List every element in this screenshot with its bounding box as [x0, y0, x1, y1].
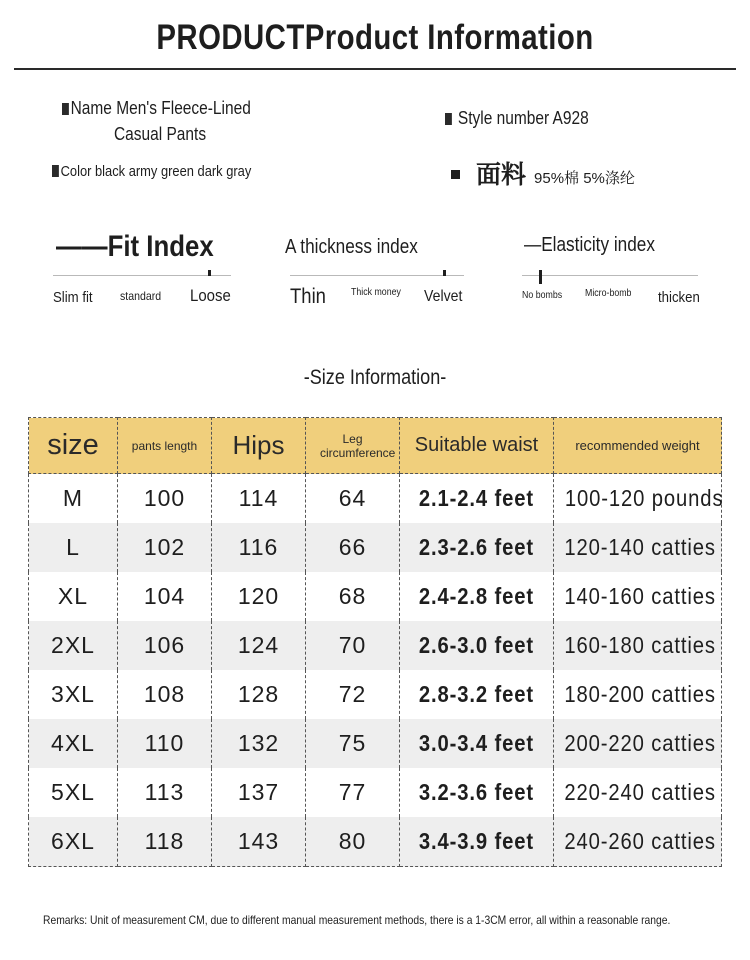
cell-leg-circumference: 80 [306, 817, 400, 867]
cell-leg-circumference: 68 [306, 572, 400, 621]
size-section-title: -Size Information- [303, 366, 447, 389]
cell-recommended-weight: 160-180 catties [554, 621, 722, 670]
bullet-square-icon [451, 170, 460, 179]
cell-hips: 128 [212, 670, 306, 719]
header-recommended-weight: recommended weight [554, 418, 722, 474]
elasticity-label-thicken: thicken [658, 289, 700, 306]
page-title: PRODUCTProduct Information [156, 18, 594, 57]
cell-hips: 143 [212, 817, 306, 867]
header-leg-circumference: Leg circumference [306, 418, 400, 474]
thickness-index-title: A thickness index [285, 236, 418, 258]
thickness-label-thick: Thick money [351, 287, 401, 298]
cell-size: L [29, 523, 118, 572]
cell-hips: 120 [212, 572, 306, 621]
product-name-line1: Name Men's Fleece-Lined [62, 98, 251, 119]
cell-leg-circumference: 72 [306, 670, 400, 719]
cell-recommended-weight: 240-260 catties [554, 817, 722, 867]
remarks-note: Remarks: Unit of measurement CM, due to different manual measurement methods, there is a 1-3CM error, all within a reasonable range. [43, 913, 671, 927]
table-row [29, 670, 722, 719]
fit-index-title: ——Fit Index [56, 230, 214, 263]
cell-pants-length: 106 [118, 621, 212, 670]
cell-suitable-waist: 2.6-3.0 feet [400, 621, 554, 670]
elasticity-index-marker [539, 270, 542, 284]
header-pants-length: pants length [118, 418, 212, 474]
cell-recommended-weight: 220-240 catties [554, 768, 722, 817]
elasticity-label-none: No bombs [522, 290, 563, 301]
missing-glyph-icon [52, 165, 59, 177]
cell-hips: 124 [212, 621, 306, 670]
cell-leg-circumference: 64 [306, 474, 400, 524]
fit-index-marker [208, 270, 211, 276]
cell-pants-length: 113 [118, 768, 212, 817]
fit-index-track [53, 275, 231, 276]
cell-recommended-weight: 140-160 catties [554, 572, 722, 621]
cell-hips: 137 [212, 768, 306, 817]
product-fabric [451, 155, 635, 191]
cell-size: XL [29, 572, 118, 621]
product-name-line2: Casual Pants [114, 124, 207, 144]
table-header-row [29, 418, 722, 474]
thickness-label-velvet: Velvet [424, 288, 463, 305]
cell-pants-length: 118 [118, 817, 212, 867]
table-row [29, 719, 722, 768]
size-table [28, 417, 722, 867]
elasticity-label-micro: Micro-bomb [585, 288, 632, 299]
thickness-index-track [290, 275, 464, 276]
cell-size: 2XL [29, 621, 118, 670]
cell-suitable-waist: 2.1-2.4 feet [400, 474, 554, 524]
table-row [29, 768, 722, 817]
cell-pants-length: 104 [118, 572, 212, 621]
header-size: size [29, 418, 118, 474]
fabric-value: 95%棉 5%涤纶 [534, 170, 635, 187]
cell-suitable-waist: 3.2-3.6 feet [400, 768, 554, 817]
fit-label-slim: Slim fit [53, 289, 93, 306]
cell-hips: 132 [212, 719, 306, 768]
table-row [29, 572, 722, 621]
cell-suitable-waist: 3.4-3.9 feet [400, 817, 554, 867]
product-color: Color black army green dark gray [52, 163, 251, 180]
table-row [29, 474, 722, 524]
cell-recommended-weight: 120-140 catties [554, 523, 722, 572]
cell-pants-length: 108 [118, 670, 212, 719]
cell-pants-length: 102 [118, 523, 212, 572]
fit-label-loose: Loose [190, 286, 231, 305]
table-row [29, 621, 722, 670]
elasticity-index-title: —Elasticity index [524, 234, 655, 256]
title-divider [14, 68, 736, 70]
cell-recommended-weight: 100-120 pounds [554, 474, 722, 524]
header-suitable-waist: Suitable waist [400, 418, 554, 474]
cell-pants-length: 100 [118, 474, 212, 524]
thickness-label-thin: Thin [290, 285, 326, 308]
table-row [29, 523, 722, 572]
cell-size: 4XL [29, 719, 118, 768]
cell-suitable-waist: 3.0-3.4 feet [400, 719, 554, 768]
cell-recommended-weight: 200-220 catties [554, 719, 722, 768]
cell-pants-length: 110 [118, 719, 212, 768]
cell-suitable-waist: 2.4-2.8 feet [400, 572, 554, 621]
cell-hips: 116 [212, 523, 306, 572]
thickness-index-marker [443, 270, 446, 276]
cell-recommended-weight: 180-200 catties [554, 670, 722, 719]
fit-label-standard: standard [120, 289, 162, 303]
cell-size: 5XL [29, 768, 118, 817]
missing-glyph-icon [62, 103, 69, 115]
cell-suitable-waist: 2.8-3.2 feet [400, 670, 554, 719]
header-hips: Hips [212, 418, 306, 474]
elasticity-index-track [522, 275, 698, 276]
missing-glyph-icon [445, 113, 452, 125]
cell-size: M [29, 474, 118, 524]
cell-suitable-waist: 2.3-2.6 feet [400, 523, 554, 572]
cell-leg-circumference: 70 [306, 621, 400, 670]
cell-size: 6XL [29, 817, 118, 867]
product-style-number: Style number A928 [445, 108, 589, 129]
cell-size: 3XL [29, 670, 118, 719]
cell-leg-circumference: 66 [306, 523, 400, 572]
cell-leg-circumference: 75 [306, 719, 400, 768]
fabric-label: 面料 [476, 161, 527, 189]
cell-hips: 114 [212, 474, 306, 524]
cell-leg-circumference: 77 [306, 768, 400, 817]
table-row [29, 817, 722, 867]
